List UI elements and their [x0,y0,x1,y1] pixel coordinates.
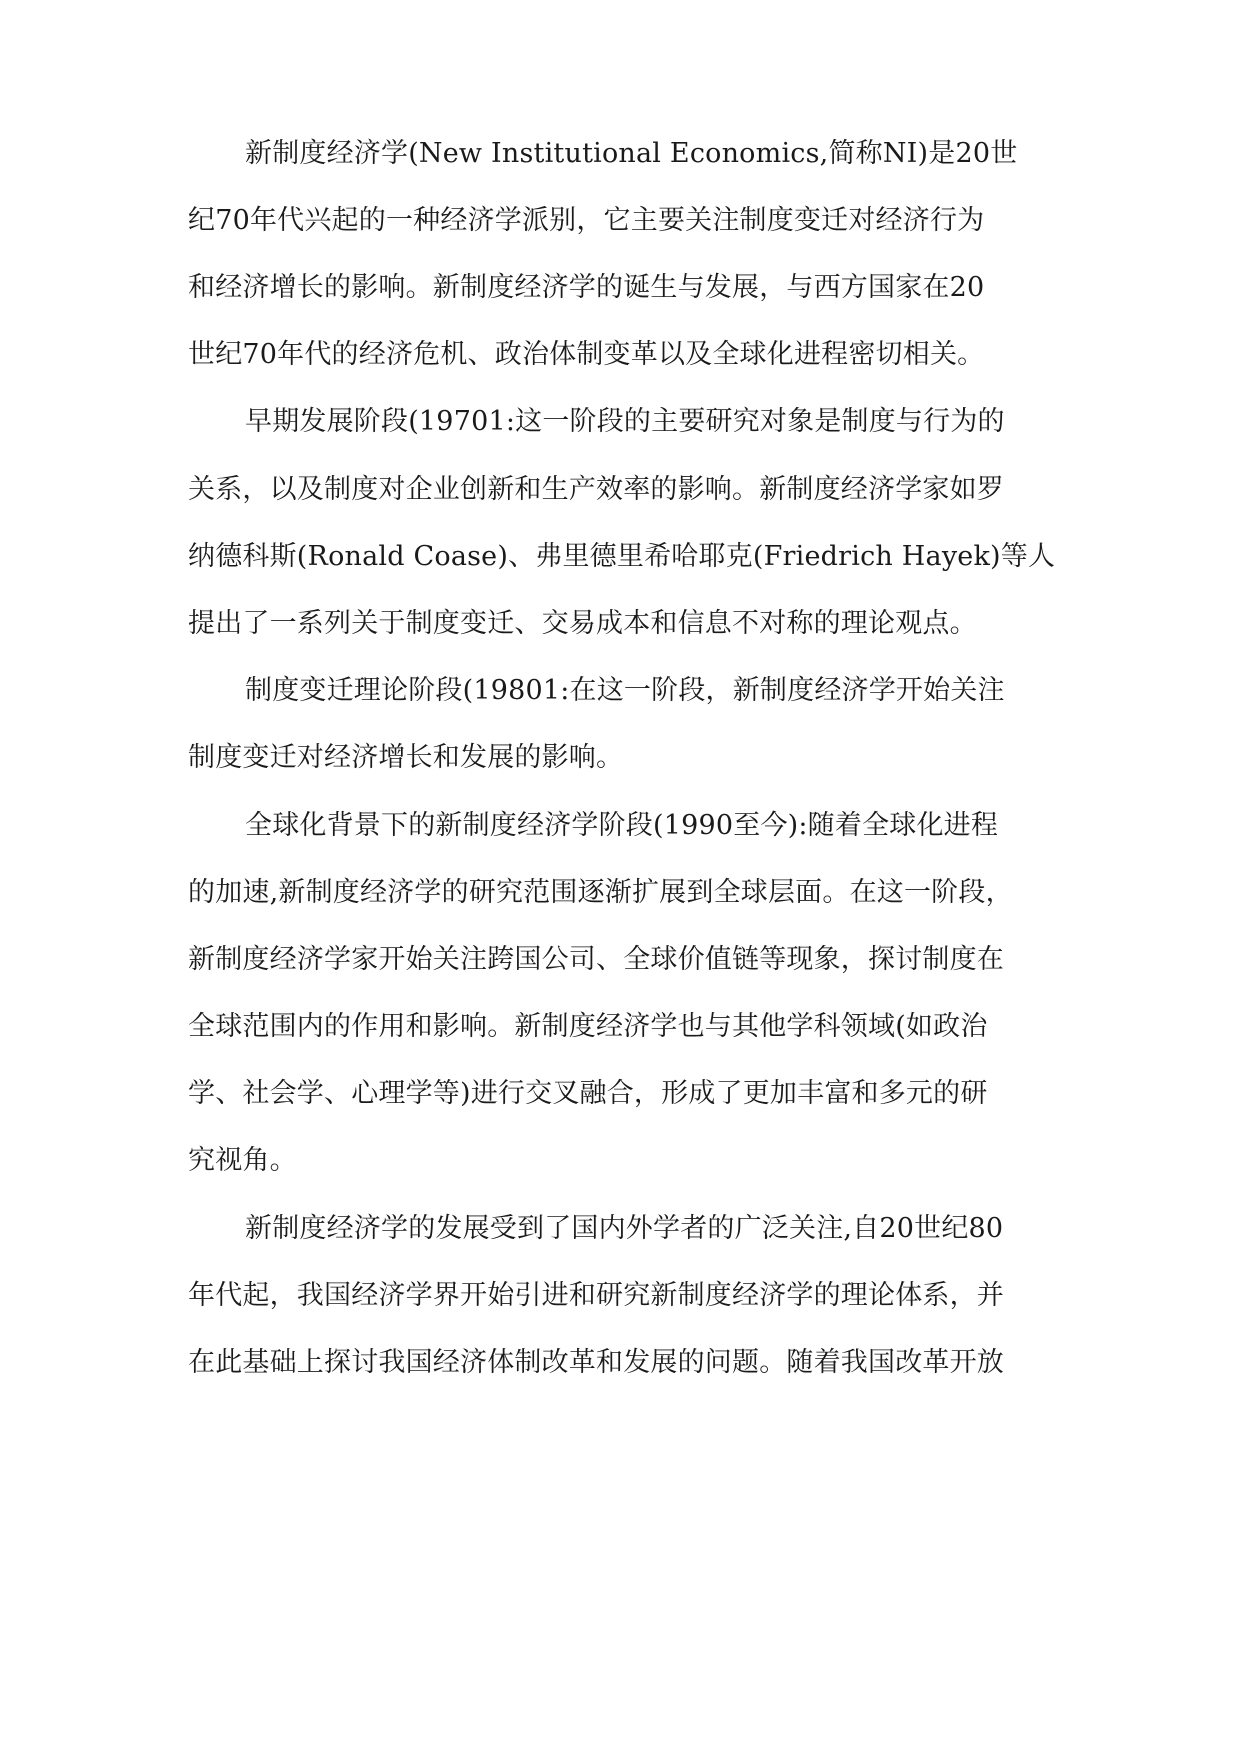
paragraph-line: 在此基础上探讨我国经济体制改革和发展的问题。随着我国改革开放 [188,1347,1004,1378]
paragraph-line: 和经济增长的影响。新制度经济学的诞生与发展，与西方国家在20 [188,272,985,303]
paragraph-line: 新制度经济学的发展受到了国内外学者的广泛关注,自20世纪80 [245,1213,1004,1244]
paragraph-line: 纪70年代兴起的一种经济学派别，它主要关注制度变迁对经济行为 [188,205,985,236]
paragraph-line: 学、社会学、心理学等)进行交叉融合，形成了更加丰富和多元的研 [188,1078,988,1109]
paragraph-line: 全球范围内的作用和影响。新制度经济学也与其他学科领域(如政治 [188,1011,988,1042]
paragraph-line: 制度变迁理论阶段(19801:在这一阶段，新制度经济学开始关注 [245,675,1005,706]
paragraph-line: 的加速,新制度经济学的研究范围逐渐扩展到全球层面。在这一阶段， [188,877,1013,908]
paragraph-line: 提出了一系列关于制度变迁、交易成本和信息不对称的理论观点。 [188,608,977,639]
paragraph-line: 究视角。 [188,1145,297,1176]
paragraph-line: 世纪70年代的经济危机、政治体制变革以及全球化进程密切相关。 [188,339,985,370]
paragraph-line: 纳德科斯(Ronald Coase)、弗里德里希哈耶克(Friedrich Hayek)等人 [188,541,1056,572]
paragraph-line: 新制度经济学家开始关注跨国公司、全球价值链等现象，探讨制度在 [188,944,1004,975]
paragraph-line: 新制度经济学(New Institutional Economics,简称NI)是20世 [245,138,1018,169]
paragraph-line: 制度变迁对经济增长和发展的影响。 [188,742,624,773]
paragraph-line: 全球化背景下的新制度经济学阶段(1990至今):随着全球化进程 [245,810,999,841]
paragraph-line: 早期发展阶段(19701:这一阶段的主要研究对象是制度与行为的 [245,406,1005,437]
paragraph-line: 年代起，我国经济学界开始引进和研究新制度经济学的理论体系，并 [188,1280,1004,1311]
paragraph-line: 关系，以及制度对企业创新和生产效率的影响。新制度经济学家如罗 [188,474,1004,505]
